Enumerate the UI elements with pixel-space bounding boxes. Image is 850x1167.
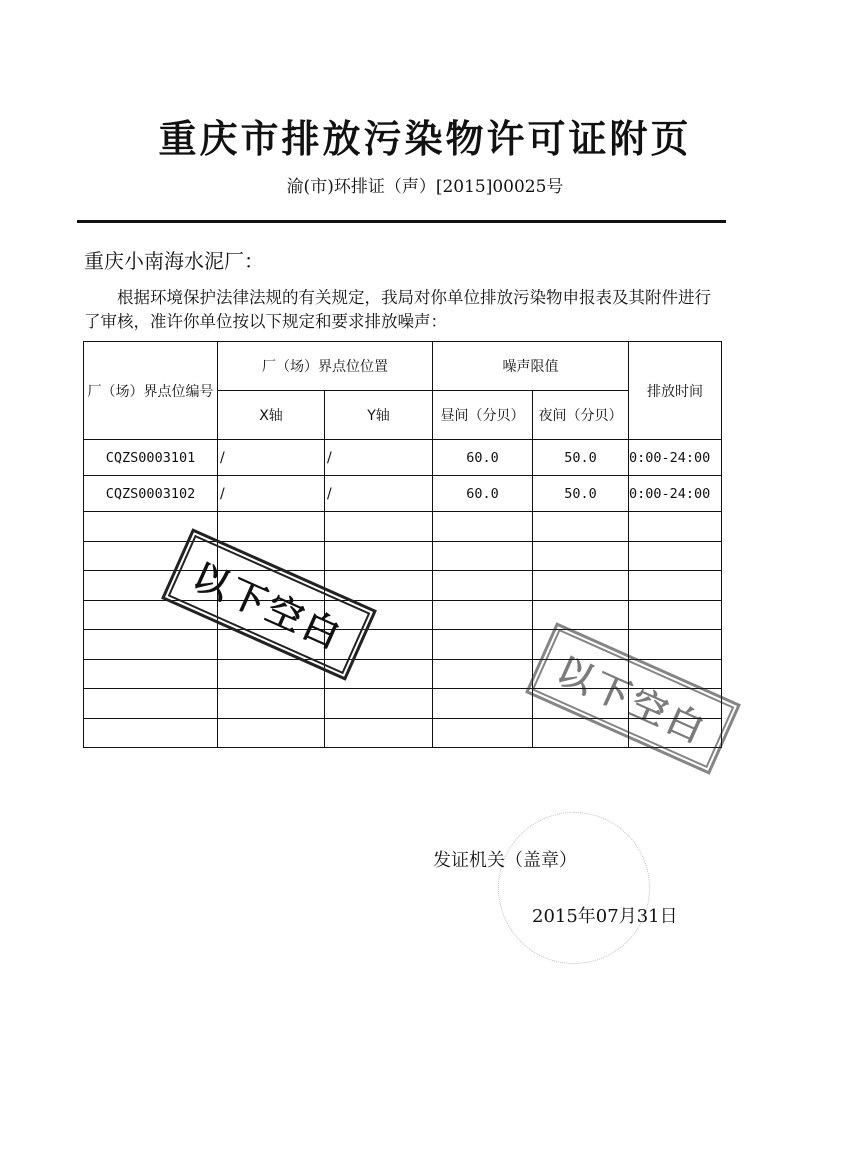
stamp-text: 以下空白 xyxy=(168,535,371,674)
empty-cell xyxy=(84,659,218,689)
empty-cell xyxy=(218,512,325,542)
y-cell: / xyxy=(325,476,433,512)
body-paragraph: 根据环境保护法律法规的有关规定，我局对你单位排放污染物申报表及其附件进行了审核，准许你单位按以下规定和要求排放噪声： xyxy=(84,288,711,331)
header-night: 夜间（分贝） xyxy=(533,391,629,440)
empty-cell xyxy=(433,600,533,630)
issuer-label: 发证机关（盖章） xyxy=(433,850,577,871)
empty-cell xyxy=(325,541,433,571)
permit-number: 渝(市)环排证（声）[2015]00025号 xyxy=(286,177,564,197)
empty-cell xyxy=(84,630,218,660)
empty-cell xyxy=(433,718,533,748)
night-limit-cell: 50.0 xyxy=(533,476,629,512)
day-limit-cell: 60.0 xyxy=(433,440,533,476)
empty-cell xyxy=(433,659,533,689)
empty-cell xyxy=(218,689,325,719)
table-header-row xyxy=(84,342,722,391)
empty-cell xyxy=(629,600,722,630)
point-id-cell: CQZS0003101 xyxy=(84,440,218,476)
point-id-cell: CQZS0003102 xyxy=(84,476,218,512)
y-cell: / xyxy=(325,440,433,476)
empty-cell xyxy=(629,571,722,601)
header-emission-time: 排放时间 xyxy=(629,342,722,440)
empty-cell xyxy=(533,600,629,630)
header-divider xyxy=(77,220,726,223)
header-y-axis: Y轴 xyxy=(325,391,433,440)
night-limit-cell: 50.0 xyxy=(533,440,629,476)
time-cell: 0:00-24:00 xyxy=(629,476,722,512)
empty-cell xyxy=(325,689,433,719)
empty-table-row xyxy=(84,512,722,542)
empty-cell xyxy=(218,718,325,748)
empty-cell xyxy=(433,689,533,719)
empty-cell xyxy=(533,571,629,601)
official-seal-faint xyxy=(498,812,650,964)
x-cell: / xyxy=(218,440,325,476)
header-noise-limit: 噪声限值 xyxy=(433,342,629,391)
table-row xyxy=(84,440,722,476)
header-point-id: 厂（场）界点位编号 xyxy=(84,342,218,440)
empty-cell xyxy=(84,718,218,748)
empty-cell xyxy=(629,541,722,571)
issue-date: 2015年07月31日 xyxy=(532,906,678,927)
empty-cell xyxy=(533,512,629,542)
time-cell: 0:00-24:00 xyxy=(629,440,722,476)
empty-cell xyxy=(629,630,722,660)
empty-cell xyxy=(533,541,629,571)
x-cell: / xyxy=(218,476,325,512)
empty-cell xyxy=(433,630,533,660)
empty-cell xyxy=(433,512,533,542)
empty-cell xyxy=(433,571,533,601)
table-row xyxy=(84,476,722,512)
empty-cell xyxy=(433,541,533,571)
header-day: 昼间（分贝） xyxy=(433,391,533,440)
document-title: 重庆市排放污染物许可证附页 xyxy=(158,117,692,161)
header-position: 厂（场）界点位位置 xyxy=(218,342,433,391)
header-x-axis: X轴 xyxy=(218,391,325,440)
empty-cell xyxy=(325,512,433,542)
empty-cell xyxy=(629,512,722,542)
stamp-text: 以下空白 xyxy=(532,629,735,768)
empty-cell xyxy=(325,718,433,748)
empty-cell xyxy=(84,689,218,719)
day-limit-cell: 60.0 xyxy=(433,476,533,512)
addressee: 重庆小南海水泥厂： xyxy=(84,249,264,273)
